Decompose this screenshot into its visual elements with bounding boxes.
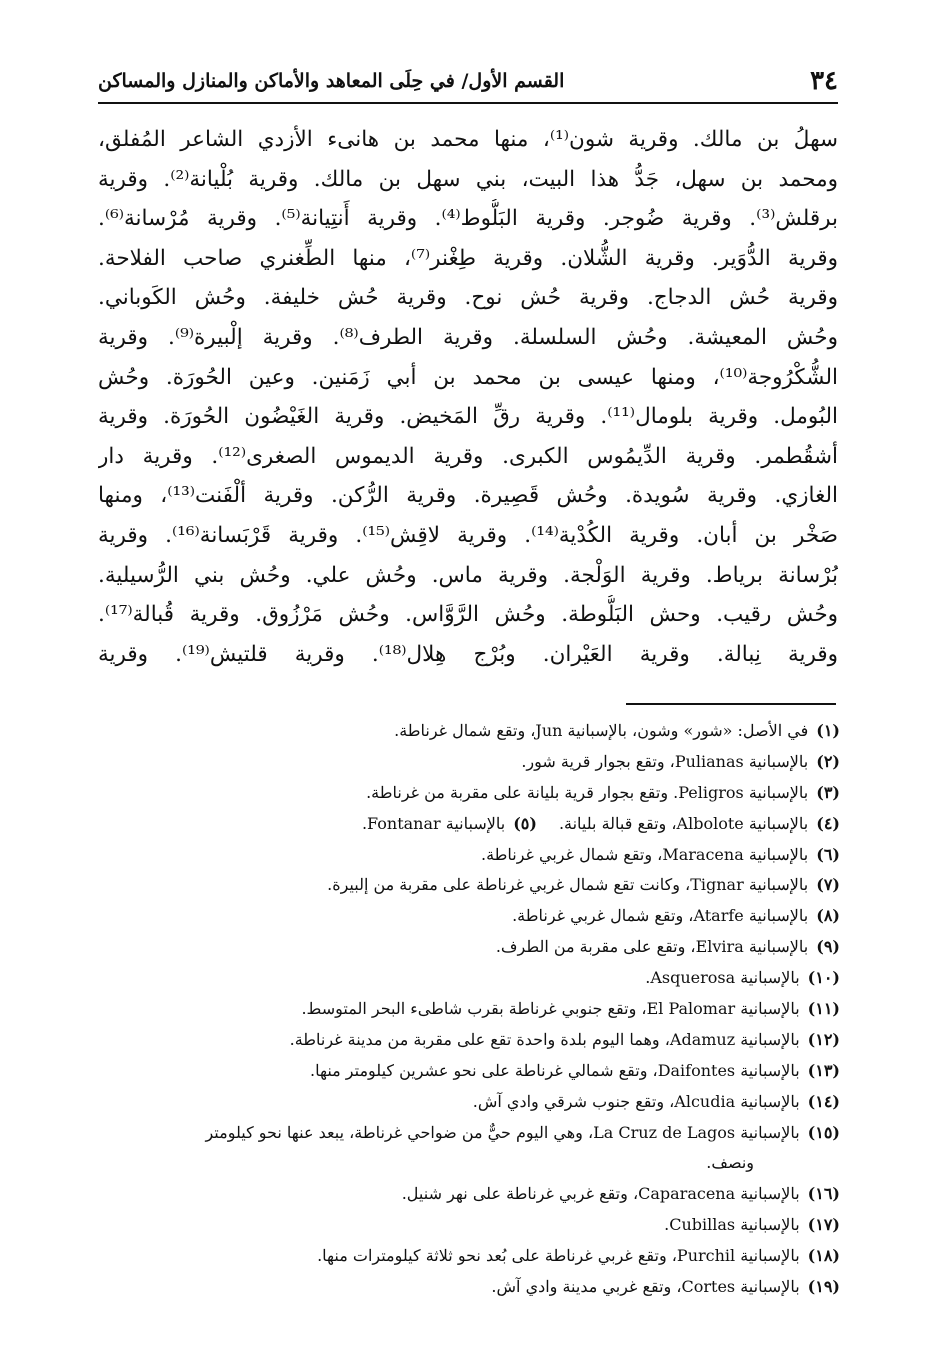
running-title: القسم الأول/ في حِلَى المعاهد والأماكن والمنازل والمساكن: [98, 70, 565, 92]
text-line: بُرْسانة برياط. وقرية الوَلْجة. وقرية ماس. وحُش علي. وحُش بني الرُّسيلية.: [98, 562, 838, 588]
footnote-4: (٤)بالإسبانية Albolote، وتقع قبالة بليانة.(٥)بالإسبانية Fontanar.: [361, 813, 840, 833]
footnote-3: (٣)بالإسبانية Peligros. وتقع بجوار قرية بليانة على مقربة من غرناطة.: [366, 782, 840, 802]
text-line: وقرية حُش الدجاج. وقرية حُش نوح. وقرية حُش خليفة. وحُش الكَوباني.: [98, 285, 838, 311]
text-line: الغازي. وقرية سُويدة. وحُش قَصِيرة. وقرية الرُّكن. وقرية ألْفَنت⁽¹³⁾، ومنها: [98, 483, 838, 509]
text-line: وحُش رقيب. وحش البَلُّوطة. وحُش الرَّوَّاس. وحُش مَرْزُوق. وقرية قُبالة⁽¹⁷⁾.: [98, 602, 838, 628]
footnotes: [94, 716, 840, 1303]
footnote-17: (١٧)بالإسبانية Cubillas.: [664, 1215, 840, 1235]
footnote-separator: [626, 703, 836, 705]
footnote-15: (١٥)بالإسبانية La Cruz de Lagos، وهي اليوم حيٌّ من ضواحي غرناطة، يبعد عنها نحو كيلومتر ونصف.: [94, 1118, 840, 1180]
footnote-16: (١٦)بالإسبانية Caparacena، وتقع غربي غرناطة على نهر شنيل.: [401, 1184, 840, 1204]
page-number: ٣٤: [810, 66, 838, 96]
footnote-2: (٢)بالإسبانية Pulianas، وتقع بجوار قرية شور.: [521, 751, 840, 771]
footnote-1: (١)في الأصل: «شور» وشون، بالإسبانية Jun، وتقع شمال غرناطة.: [394, 721, 840, 740]
main-text: [98, 120, 838, 674]
footnote-8: (٨)بالإسبانية Atarfe، وتقع شمال غربي غرناطة.: [512, 906, 840, 926]
text-line: صَخْر بن أبان. وقرية الكُدْية⁽¹⁴⁾. وقرية لاقِش⁽¹⁵⁾. وقرية قَرْبَسانة⁽¹⁶⁾. وقرية: [98, 522, 838, 548]
text-line: وحُش المعيشة. وحُش السلسلة. وقرية الطرف⁽⁸⁾. وقرية إلْبيرة⁽⁹⁾. وقرية: [98, 324, 838, 350]
text-line: البُومل. وقرية بلومال⁽¹¹⁾. وقرية رقِّ المَخيض. وقرية الغَيْضُون الحُورَة. وقرية: [98, 404, 838, 430]
footnote-19: (١٩)بالإسبانية Cortes، وتقع غربي مدينة وادي آش.: [491, 1277, 840, 1297]
footnote-18: (١٨)بالإسبانية Purchil، وتقع غربي غرناطة على بُعد نحو ثلاثة كيلومترات منها.: [317, 1246, 840, 1266]
text-line: وقرية نِبالة. وقرية العَيْران. وبُرْج هِلال⁽¹⁸⁾. وقرية قلتيش⁽¹⁹⁾. وقرية: [98, 641, 838, 667]
footnote-9: (٩)بالإسبانية Elvira، وتقع على مقربة من الطرف.: [495, 937, 840, 957]
text-line: الشُّكْرُوجة⁽¹⁰⁾، ومنها عيسى بن محمد بن أبي زَمَنين. وعين الحُورَة. وحُش: [98, 364, 838, 390]
text-line: برقلش⁽³⁾. وقرية ضُوجر. وقرية البَلُّوط⁽⁴⁾. وقرية أَنتِيانة⁽⁵⁾. وقرية مُرْسانة⁽⁶⁾.: [98, 206, 838, 232]
page-header: [98, 64, 838, 104]
footnote-11: (١١)بالإسبانية El Palomar، وتقع جنوبي غرناطة بقرب شاطىء البحر المتوسط.: [301, 999, 840, 1019]
text-line: سهلُ بن مالك. وقرية شون⁽¹⁾، منها محمد بن هانىء الأزدي الشاعر المُفلق،: [98, 127, 838, 152]
footnote-6: (٦)بالإسبانية Maracena، وتقع شمال غربي غرناطة.: [480, 844, 840, 864]
text-line: ومحمد بن سهل، جَدُّ هذا البيت، بني سهل بن مالك. وقرية بُلْيانة⁽²⁾. وقرية: [98, 166, 838, 192]
footnote-7: (٧)بالإسبانية Tignar، وكانت تقع شمال غربي غرناطة على مقربة من إلبيرة.: [327, 875, 840, 895]
text-line: أشقُطمر. وقرية الدِّيمُوس الكبرى. وقرية الديموس الصغرى⁽¹²⁾. وقرية دار: [98, 443, 838, 469]
text-line: وقرية الدُّوَير. وقرية الشُّلان. وقرية طِغْنر⁽⁷⁾، منها الطِّغنري صاحب الفلاحة.: [98, 245, 838, 271]
footnote-15-continuation: ونصف.: [706, 1153, 754, 1173]
footnote-5: (٥)بالإسبانية Fontanar.: [361, 813, 537, 833]
footnote-12: (١٢)بالإسبانية Adamuz، وهما اليوم بلدة واحدة تقع على مقربة من مدينة غرناطة.: [289, 1029, 840, 1049]
footnote-10: (١٠)بالإسبانية Asquerosa.: [645, 968, 840, 988]
footnote-13: (١٣)بالإسبانية Daifontes، وتقع شمالي غرناطة على نحو عشرين كيلومتر منها.: [309, 1060, 840, 1080]
footnote-14: (١٤)بالإسبانية Alcudia، وتقع جنوب شرقي وادي آش.: [472, 1091, 840, 1111]
